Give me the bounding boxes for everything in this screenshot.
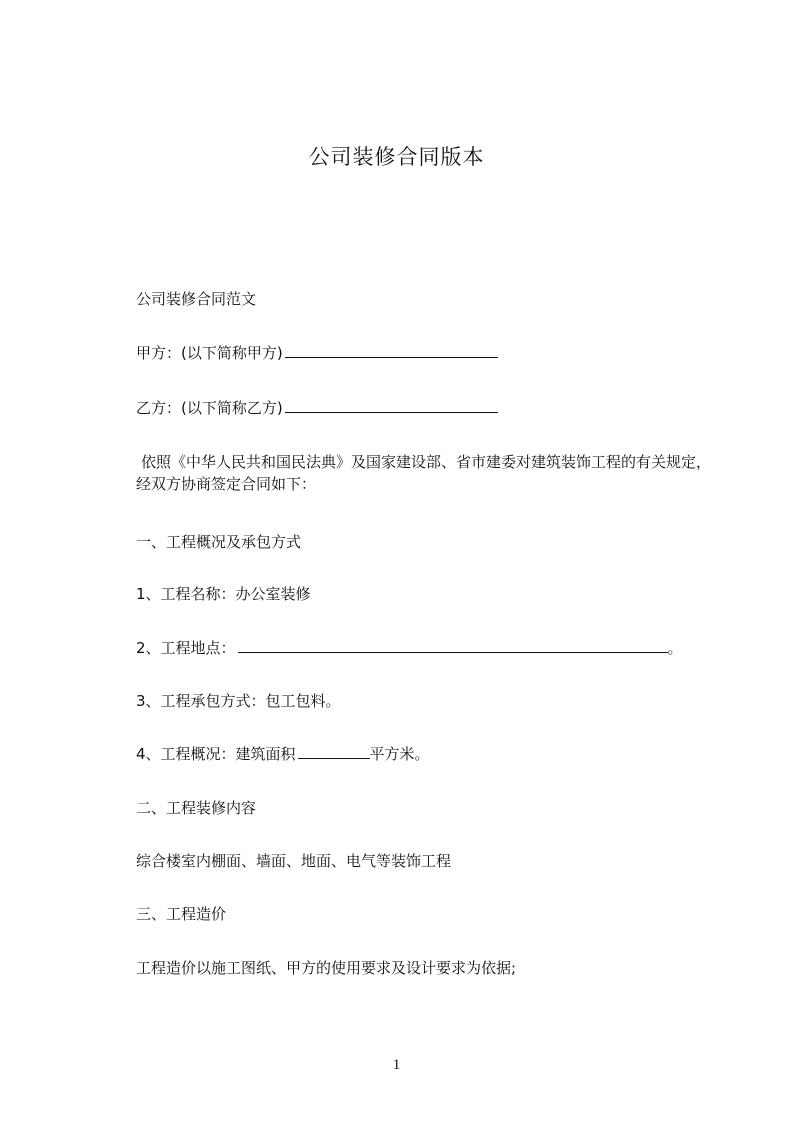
document-title: 公司装修合同版本	[308, 145, 485, 169]
item-2-blank	[238, 638, 668, 653]
item-1-project-name: 1、工程名称：办公室装修	[136, 585, 311, 603]
item-4-blank	[298, 744, 370, 759]
party-b-line	[136, 397, 498, 419]
item-4-suffix: 平方米。	[369, 745, 430, 763]
party-b-blank	[285, 398, 498, 413]
item-4-label: 4、工程概况：建筑面积	[136, 745, 296, 763]
party-a-line	[136, 342, 498, 364]
section-2-heading: 二、工程装修内容	[136, 799, 257, 817]
page-number: 1	[392, 1057, 401, 1073]
item-2-line	[136, 637, 683, 659]
section-3-body: 工程造价以施工图纸、甲方的使用要求及设计要求为依据;	[136, 959, 517, 977]
item-2-label: 2、工程地点：	[136, 639, 236, 657]
section-3-heading: 三、工程造价	[136, 905, 227, 923]
subtitle: 公司装修合同范文	[136, 290, 257, 308]
preamble-paragraph: 依照《中华人民共和国民法典》及国家建设部、省市建委对建筑装饰工程的有关规定，经双方协商签定合同如下：	[136, 453, 712, 493]
section-2-body: 综合楼室内棚面、墙面、地面、电气等装饰工程	[136, 852, 452, 870]
item-4-line	[136, 743, 430, 765]
section-1-heading: 一、工程概况及承包方式	[136, 533, 302, 551]
party-a-label: 甲方：(以下简称甲方)	[136, 344, 283, 362]
party-a-blank	[285, 343, 498, 358]
item-2-suffix: 。	[667, 639, 683, 657]
party-b-label: 乙方：(以下简称乙方)	[136, 399, 283, 417]
item-3-contract-mode: 3、工程承包方式：包工包料。	[136, 692, 341, 710]
